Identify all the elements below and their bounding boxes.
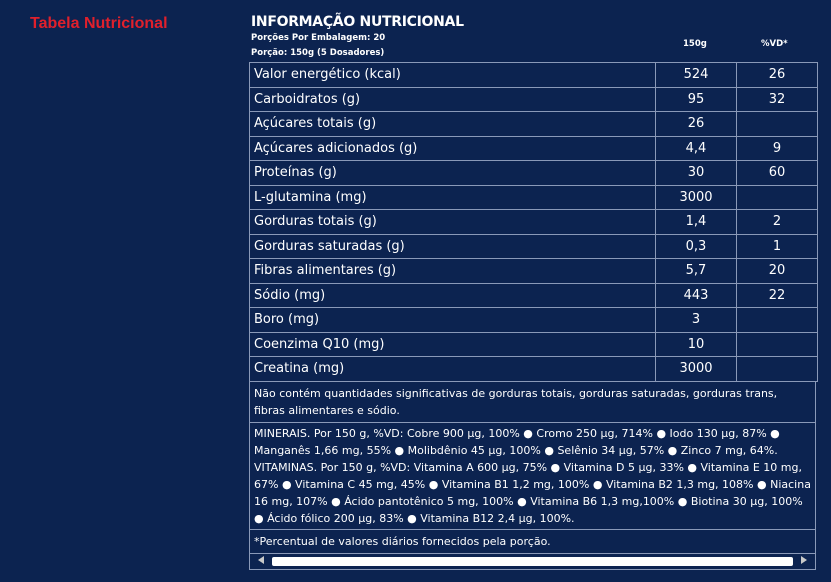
table-row: [250, 210, 818, 235]
nutrient-name: Creatina (mg): [250, 357, 656, 382]
nutrient-name: Proteínas (g): [250, 161, 656, 186]
nutrient-name: Boro (mg): [250, 308, 656, 333]
nutrient-amount: 30: [656, 161, 737, 186]
table-row: [250, 161, 818, 186]
nutrient-amount: 3000: [656, 185, 737, 210]
table-row: [250, 332, 818, 357]
table-row: [250, 112, 818, 137]
nutrient-name: Açúcares totais (g): [250, 112, 656, 137]
nutrient-amount: 4,4: [656, 136, 737, 161]
nutrient-amount: 1,4: [656, 210, 737, 235]
scroll-left-icon[interactable]: [258, 556, 264, 564]
section-title: Tabela Nutricional: [30, 15, 168, 32]
serving-size: Porção: 150g (5 Dosadores): [251, 48, 385, 58]
scrollbar-thumb[interactable]: [272, 557, 793, 566]
nutrient-dv: [737, 357, 818, 382]
nutrient-name: Gorduras saturadas (g): [250, 234, 656, 259]
nutrient-amount: 0,3: [656, 234, 737, 259]
nutrient-amount: 5,7: [656, 259, 737, 284]
table-row: [250, 308, 818, 333]
nutrient-name: Gorduras totais (g): [250, 210, 656, 235]
column-header-amount: 150g: [683, 39, 707, 49]
nutrient-amount: 443: [656, 283, 737, 308]
nutrition-panel: [249, 12, 816, 570]
nutrient-name: Sódio (mg): [250, 283, 656, 308]
nutrition-table: [249, 62, 818, 382]
nutrient-dv: 26: [737, 63, 818, 88]
nutrient-dv: 2: [737, 210, 818, 235]
nutrient-dv: [737, 112, 818, 137]
not-significant-note: Não contém quantidades significativas de gorduras totais, gorduras saturadas, gorduras trans, fibras alimentares e sódio.: [249, 382, 816, 423]
nutrient-dv: 32: [737, 87, 818, 112]
nutrient-name: Coenzima Q10 (mg): [250, 332, 656, 357]
nutrient-dv: [737, 332, 818, 357]
nutrient-amount: 3000: [656, 357, 737, 382]
column-header-dv: %VD*: [761, 39, 788, 49]
nutrient-name: Açúcares adicionados (g): [250, 136, 656, 161]
nutrition-header: [249, 12, 816, 62]
scroll-right-icon[interactable]: [801, 556, 807, 564]
nutrient-name: Carboidratos (g): [250, 87, 656, 112]
nutrient-dv: 22: [737, 283, 818, 308]
horizontal-scrollbar[interactable]: [249, 554, 816, 570]
table-row: [250, 259, 818, 284]
minerals-vitamins-note: MINERAIS. Por 150 g, %VD: Cobre 900 µg, 100% ● Cromo 250 µg, 714% ● Iodo 130 µg, 87% ● Manganês 1,66 mg, 55% ● Molibdênio 45 µg, 100% ● Selênio 34 µg, 57% ● Zinco 7 mg, 64%. VITAMINAS. Por 150 g, %VD: Vitamina A 600 µg, 75% ● Vitamina D 5 µg, 33% ● Vitamina E 10 mg, 67% ● Vitamina C 45 mg, 45% ● Vitamina B1 1,2 mg, 100% ● Vitamina B2 1,3 mg, 108% ● Niacina 16 mg, 107% ● Ácido pantotênico 5 mg, 100% ● Vitamina B6 1,3 mg,100% ● Biotina 30 µg, 100% ● Ácido fólico 200 µg, 83% ● Vitamina B12 2,4 µg, 100%.: [249, 423, 816, 530]
nutrient-amount: 26: [656, 112, 737, 137]
nutrient-amount: 3: [656, 308, 737, 333]
table-row: [250, 136, 818, 161]
table-row: [250, 234, 818, 259]
nutrient-amount: 524: [656, 63, 737, 88]
nutrient-name: Fibras alimentares (g): [250, 259, 656, 284]
nutrient-dv: 60: [737, 161, 818, 186]
table-row: [250, 357, 818, 382]
table-row: [250, 283, 818, 308]
nutrient-name: Valor energético (kcal): [250, 63, 656, 88]
table-row: [250, 185, 818, 210]
nutrient-dv: [737, 185, 818, 210]
nutrient-dv: 9: [737, 136, 818, 161]
nutrient-dv: 20: [737, 259, 818, 284]
nutrient-amount: 10: [656, 332, 737, 357]
nutrient-dv: [737, 308, 818, 333]
servings-per-package: Porções Por Embalagem: 20: [251, 33, 386, 43]
table-row: [250, 87, 818, 112]
table-row: [250, 63, 818, 88]
dv-footnote: *Percentual de valores diários fornecidos pela porção.: [249, 530, 816, 554]
nutrient-dv: 1: [737, 234, 818, 259]
nutrient-amount: 95: [656, 87, 737, 112]
nutrition-title: INFORMAÇÃO NUTRICIONAL: [251, 14, 464, 30]
nutrient-name: L-glutamina (mg): [250, 185, 656, 210]
